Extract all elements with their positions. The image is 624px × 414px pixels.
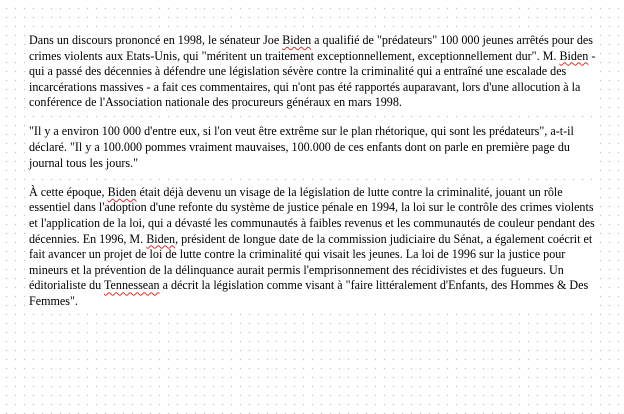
body-paragraph (29, 33, 597, 111)
text-run: , président de longue date de la commission judiciaire du Sénat, a également coécrit et fait avancer un projet de loi de lutte contre la criminalité qui visait les jeunes. La loi de 1996 sur la justice pour mineurs et la prévention de la délinquance aurait permis l'emprisonnement des récidivistes et des fugueurs. Un éditorialiste du (29, 231, 593, 293)
document-body[interactable] (29, 33, 597, 310)
spellcheck-flagged-word: Biden (282, 33, 312, 47)
body-paragraph (29, 185, 597, 310)
text-run: était déjà devenu un visage de la législation de lutte contre la criminalité, jouant un rôle essentiel dans l'adoption d'une refonte du système de justice pénale en 1994, la loi sur le contrôle des crimes violents et l'application de la loi, qui a dévasté les communautés à faibles revenus et les communautés de couleur pendant des décennies. En 1996, M. (29, 184, 595, 246)
text-run: a décrit la législation comme visant à "faire littéralement d'Enfants, des Hommes & Des Femmes". (29, 278, 589, 308)
spellcheck-flagged-word: Tennessean (104, 278, 160, 293)
text-run: - qui a passé des décennies à défendre une législation sévère contre la criminalité qui a entraîné une escalade des incarcérations massives - a fait ces commentaires, qui n'ont pas été rapportés auparavant, lors d'une allocution à la conférence de l'Association nationale des procureurs généraux en mars 1998. (29, 48, 596, 110)
text-run: À cette époque, (29, 184, 108, 199)
text-run: a qualifié de "prédateurs" 100 000 jeunes arrêtés pour des crimes violents aux Etats-Unis, qui "méritent un traitement exceptionnellement, exceptionnellement dur". M. (29, 33, 594, 63)
spellcheck-flagged-word: Biden (559, 48, 589, 63)
spellcheck-flagged-word: Biden (107, 184, 137, 199)
body-paragraph (29, 124, 597, 171)
text-run: Dans un discours prononcé en 1998, le sénateur Joe (29, 33, 283, 47)
text-run: "Il y a environ 100 000 d'entre eux, si l'on veut être extrême sur le plan rhétorique, qui sont les prédateurs", a-t-il déclaré. "Il y a 100.000 pommes vraiment mauvaises, 100.000 de ces enfants dont on parle en première page du journal tous les jours." (29, 124, 574, 170)
spellcheck-flagged-word: Biden (146, 231, 176, 246)
